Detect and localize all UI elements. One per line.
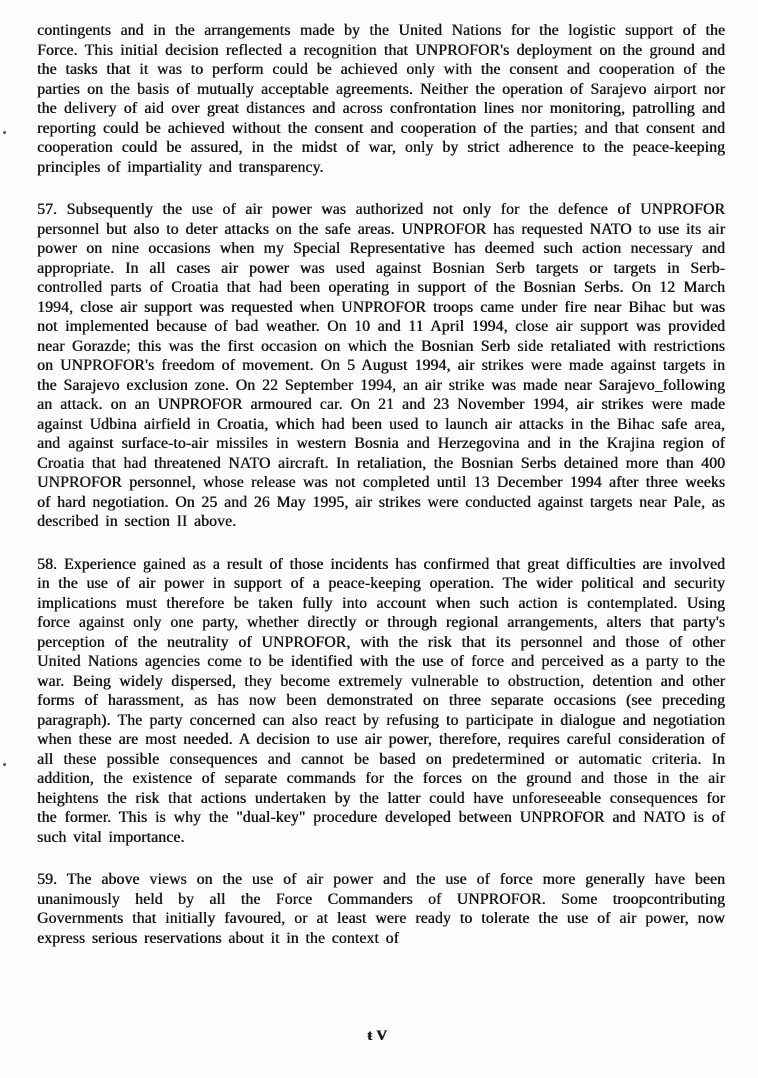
paragraph-58: 58. Experience gained as a result of those incidents has confirmed that great difficulties are involved in the use of air power in support of a peace-keeping operation. The wider political and security implications must therefore be taken fully into account when such action is contemplated. Using force against only one party, whether directly or through regional arrangements, alters that party's perception of the neutrality of UNPROFOR, with the risk that its personnel and those of other United Nations agencies come to be identified with the use of force and perceived as a party to the war. Being widely dispersed, they become extremely vulnerable to obstruction, detention and other forms of harassment, as has now been demonstrated on three separate occasions (see preceding paragraph). The party concerned can also react by refusing to participate in dialogue and negotiation when these are most needed. A decision to use air power, therefore, requires careful consideration of all these possible consequences and cannot be based on predetermined or automatic criteria. In addition, the existence of separate commands for the forces on the ground and those in the air heightens the risk that actions undertaken by the latter could have unforeseeable consequences for the former. This is why the "dual-key" procedure developed between UNPROFOR and NATO is of such vital importance. [37, 555, 725, 846]
paragraph-57: 57. Subsequently the use of air power was authorized not only for the defence of UNPROFOR personnel but also to deter attacks on the safe areas. UNPROFOR has requested NATO to use its air power on nine occasions when my Special Representative has deemed such action necessary and appropriate. In all cases air power was used against Bosnian Serb targets or targets in Serb-controlled parts of Croatia that had been operating in support of the Bosnian Serbs. On 12 March 1994, close air support was requested when UNPROFOR troops came under fire near Bihac but was not implemented because of bad weather. On 10 and 11 April 1994, close air support was provided near Gorazde; this was the first occasion on which the Bosnian Serb side retaliated with restrictions on UNPROFOR's freedom of movement. On 5 August 1994, air strikes were made against targets in the Sarajevo exclusion zone. On 22 September 1994, an air strike was made near Sarajevo_following an attack. on an UNPROFOR armoured car. On 21 and 23 November 1994, air strikes were made against Udbina airfield in Croatia, which had been used to launch air attacks in the Bihac safe area, and against surface-to-air missiles in western Bosnia and Herzegovina and in the Krajina region of Croatia that had threatened NATO aircraft. In retaliation, the Bosnian Serbs detained more than 400 UNPROFOR personnel, whose release was not completed until 13 December 1994 after three weeks of hard negotiation. On 25 and 26 May 1995, air strikes were conducted against targets near Pale, as described in section II above. [37, 201, 725, 530]
scan-artifact-dot [3, 763, 6, 766]
document-content [37, 21, 725, 948]
paragraph-59: 59. The above views on the use of air power and the use of force more generally have been unanimously held by all the Force Commanders of UNPROFOR. Some troopcontributing Governments that initially favoured, or at least were ready to tolerate the use of air power, now express serious reservations about it in the context of [37, 871, 725, 947]
footer-page-number: ŧV [367, 1028, 391, 1044]
paragraph-56-continuation: contingents and in the arrangements made by the United Nations for the logistic support of the Force. This initial decision reflected a recognition that UNPROFOR's deployment on the ground and the tasks that it was to perform could be achieved only with the consent and cooperation of the parties on the basis of mutually acceptable agreements. Neither the operation of Sarajevo airport nor the delivery of aid over great distances and across confrontation lines nor monitoring, patrolling and reporting could be achieved without the consent and cooperation of the parties; and that consent and cooperation could be assured, in the midst of war, only by strict adherence to the peace-keeping principles of impartiality and transparency. [37, 22, 725, 176]
scan-artifact-dot [3, 131, 6, 134]
